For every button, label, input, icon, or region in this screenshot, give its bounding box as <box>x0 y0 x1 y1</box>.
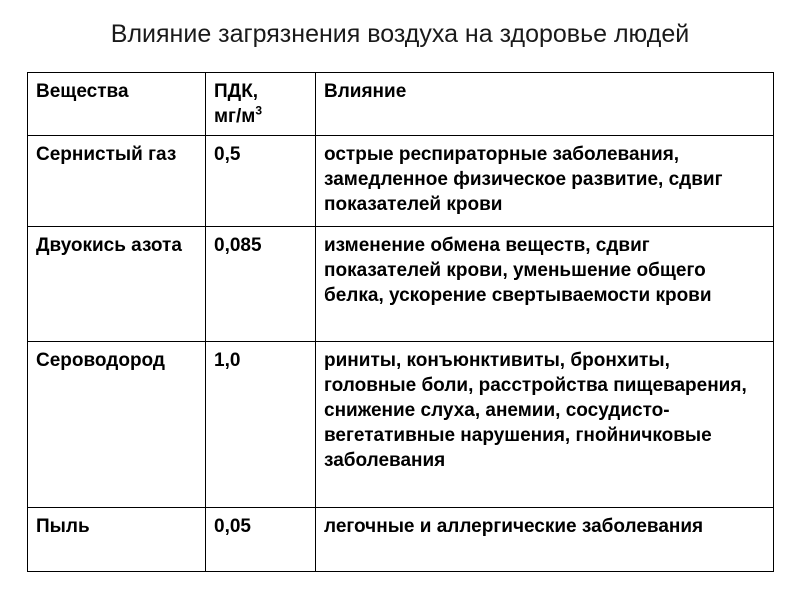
substance-cell: Сероводород <box>28 342 206 508</box>
table-row <box>28 136 774 227</box>
pdk-cell: 0,05 <box>206 508 316 572</box>
header-substances <box>28 73 206 136</box>
header-effect-label: Влияние <box>324 81 407 102</box>
effect-cell: легочные и аллергические заболевания <box>316 508 774 572</box>
table-header-row <box>28 73 774 136</box>
header-pdk <box>206 73 316 136</box>
substance-cell: Сернистый газ <box>28 136 206 227</box>
substance-cell: Двуокись азота <box>28 227 206 342</box>
header-pdk-unit: мг/м <box>214 106 256 127</box>
header-effect <box>316 73 774 136</box>
pdk-cell: 1,0 <box>206 342 316 508</box>
table-row <box>28 508 774 572</box>
effect-cell: риниты, конъюнктивиты, бронхиты, головные боли, расстройства пищеварения, снижение слуха, анемии, сосудисто-вегетативные нарушения, гнойничковые заболевания <box>316 342 774 508</box>
pdk-cell: 0,085 <box>206 227 316 342</box>
effect-cell: изменение обмена веществ, сдвиг показателей крови, уменьшение общего белка, ускорение свертываемости крови <box>316 227 774 342</box>
table-row <box>28 227 774 342</box>
pollution-table <box>27 72 774 572</box>
effect-cell: острые респираторные заболевания, замедленное физическое развитие, сдвиг показателей крови <box>316 136 774 227</box>
page-title: Влияние загрязнения воздуха на здоровье людей <box>110 20 690 48</box>
header-pdk-unit-superscript: 3 <box>255 103 262 118</box>
pdk-cell: 0,5 <box>206 136 316 227</box>
substance-cell: Пыль <box>28 508 206 572</box>
table-row <box>28 342 774 508</box>
header-pdk-label: ПДК, <box>214 81 259 102</box>
header-substances-label: Вещества <box>36 81 129 102</box>
